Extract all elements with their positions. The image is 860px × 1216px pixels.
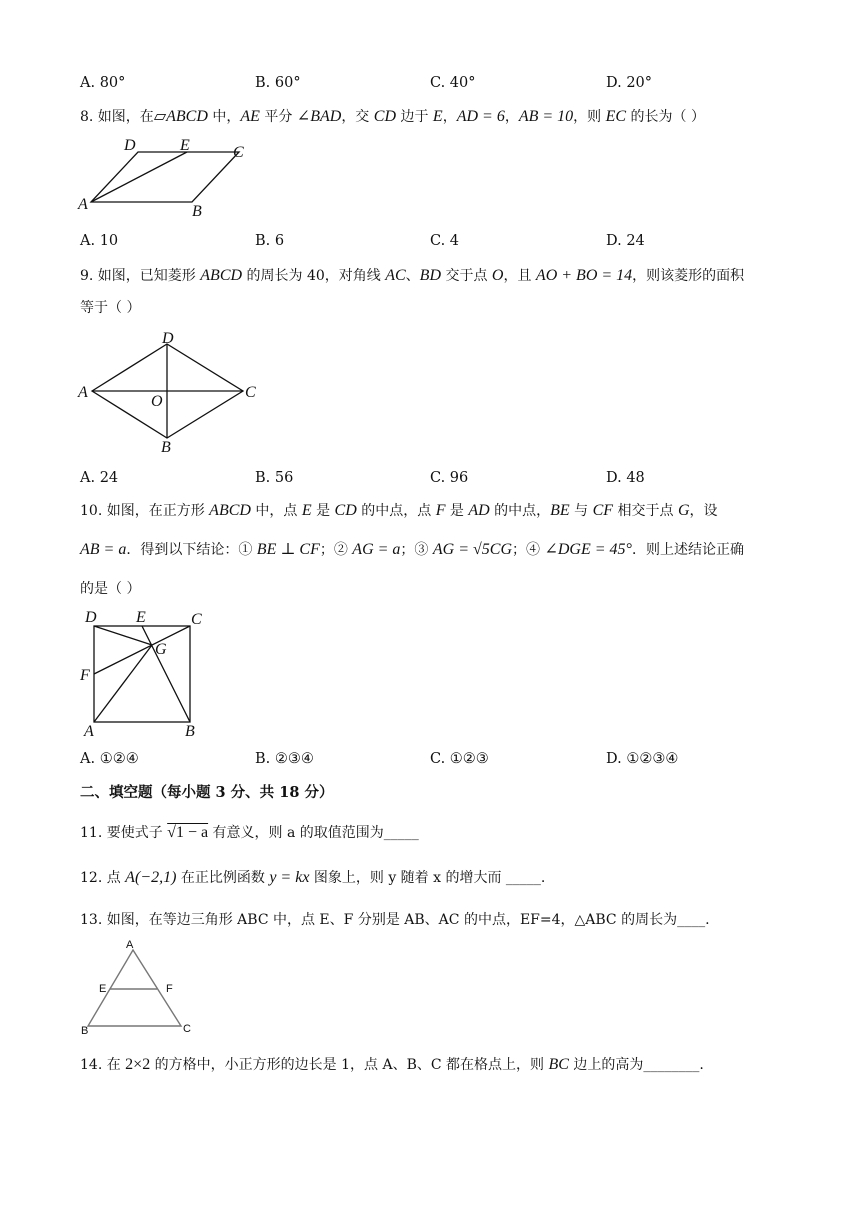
q9-label-d: D [162, 330, 174, 347]
q7-option-d: D. 20° [606, 75, 653, 91]
q8-label-e: E [180, 137, 190, 154]
q13-label-e: E [99, 983, 107, 995]
q10-square-figure [74, 608, 214, 738]
q8-parallelogram-figure [70, 132, 260, 222]
q9-option-b: B. 56 [255, 470, 294, 486]
q8-option-d: D. 24 [606, 233, 645, 249]
q11-stem: 11. 要使式子 √1 − a 有意义，则 a 的取值范围为_____ [80, 824, 419, 841]
q13-stem: 13. 如图，在等边三角形 ABC 中，点 E、F 分别是 AB、AC 的中点，EF=4，△ABC 的周长为____. [80, 912, 710, 928]
q8-option-c: C. 4 [430, 233, 460, 249]
q8-label-c: C [233, 144, 244, 161]
q10-stem-line3: 的是（ ） [80, 581, 141, 597]
q9-option-d: D. 48 [606, 470, 645, 486]
q9-rhombus-figure [70, 328, 270, 456]
q7-option-a: A. 80° [80, 75, 126, 91]
q9-stem-line2: 等于（ ） [80, 300, 141, 316]
q8-label-d: D [124, 137, 136, 154]
q10-label-f: F [80, 667, 90, 684]
q10-label-d: D [85, 609, 97, 626]
q8-label-b: B [192, 203, 202, 220]
q13-label-c: C [183, 1023, 191, 1035]
q7-option-b: B. 60° [255, 75, 301, 91]
q10-option-b: B. ②③④ [255, 751, 314, 767]
q10-option-c: C. ①②③ [430, 751, 489, 767]
q9-label-o: O [151, 393, 163, 410]
q10-stem-line2: AB = a．得到以下结论：① BE ⊥ CF；② AG = a；③ AG = √5CG；④ ∠DGE = 45°．则上述结论正确 [80, 541, 744, 558]
q9-label-b: B [161, 439, 171, 456]
q10-option-a: A. ①②④ [80, 751, 139, 767]
q9-option-a: A. 24 [80, 470, 119, 486]
q10-label-e: E [136, 609, 146, 626]
q8-option-b: B. 6 [255, 233, 285, 249]
q8-label-a: A [78, 196, 88, 213]
q13-label-a: A [126, 939, 134, 951]
q10-stem: 10. 如图，在正方形 ABCD 中，点 E 是 CD 的中点，点 F 是 AD 的中点，BE 与 CF 相交于点 G，设 [80, 502, 718, 519]
q9-label-a: A [78, 384, 88, 401]
q9-option-c: C. 96 [430, 470, 469, 486]
section-fill-in-heading: 二、填空题（每小题 3 分、共 18 分） [80, 784, 334, 801]
q8-stem: 8. 如图，在▱ABCD 中，AE 平分 ∠BAD，交 CD 边于 E，AD = 6，AB = 10，则 EC 的长为（ ） [80, 108, 705, 125]
q10-label-a: A [84, 723, 94, 740]
q7-option-c: C. 40° [430, 75, 476, 91]
q10-label-b: B [185, 723, 195, 740]
q13-label-f: F [166, 983, 173, 995]
q9-label-c: C [245, 384, 256, 401]
q13-label-b: B [81, 1025, 89, 1037]
q10-label-c: C [191, 611, 202, 628]
q12-stem: 12. 点 A(−2,1) 在正比例函数 y = kx 图象上，则 y 随着 x 的增大而 _____. [80, 869, 546, 886]
q8-option-a: A. 10 [80, 233, 119, 249]
q14-stem: 14. 在 2×2 的方格中，小正方形的边长是 1，点 A、B、C 都在格点上，则 BC 边上的高为________. [80, 1056, 704, 1073]
q10-option-d: D. ①②③④ [606, 751, 679, 767]
q10-label-g: G [155, 641, 167, 658]
q9-stem: 9. 如图，已知菱形 ABCD 的周长为 40，对角线 AC、BD 交于点 O，且 AO + BO = 14，则该菱形的面积 [80, 267, 745, 284]
q13-triangle-figure [76, 938, 206, 1038]
